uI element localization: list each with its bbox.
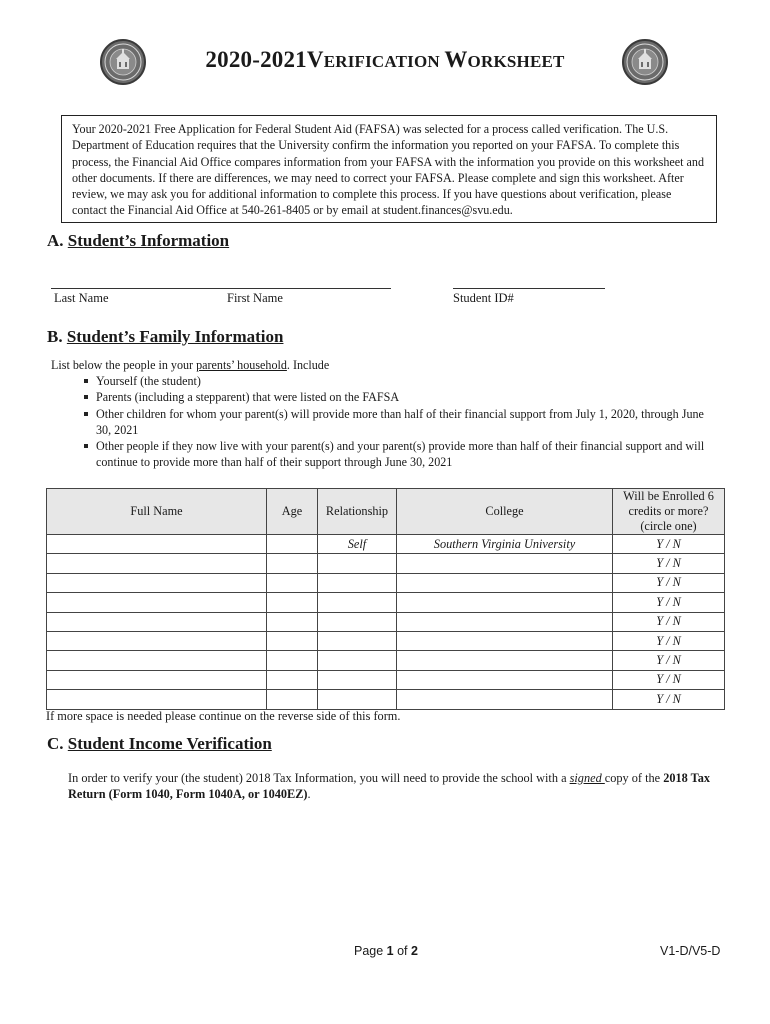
section-a-heading — [47, 231, 229, 251]
full-name-cell[interactable] — [47, 631, 267, 650]
relationship-cell[interactable] — [318, 612, 397, 631]
section-b-title: Student’s Family Information — [66, 327, 284, 346]
intro-box: Your 2020-2021 Free Application for Federal Student Aid (FAFSA) was selected for a process called verification. The U.S. Department of Education requires that the University confirm the information you reported on your FAFSA. To complete this process, the Financial Aid Office compares information from your FAFSA with the information you provide on this worksheet and other documents. If there are differences, we may need to correct your FAFSA. Please complete and sign this worksheet. After review, we may ask you for additional information to complete this process. If you have questions about verification, please contact the Financial Aid Office at 540-261-8405 or by email at student.finances@svu.edu. — [61, 115, 717, 223]
enrolled-cell[interactable]: Y / N — [613, 651, 725, 670]
enrolled-cell[interactable]: Y / N — [613, 612, 725, 631]
family-lead-text — [51, 357, 329, 373]
page-num: 1 — [386, 944, 394, 958]
table-row — [47, 612, 725, 631]
page-total: 2 — [411, 944, 418, 958]
col-relationship: Relationship — [318, 489, 397, 535]
page-title — [0, 47, 770, 73]
income-text-prefix: In order to verify your (the student) 2018 Tax Information, you will need to provide the school with a — [68, 771, 570, 785]
college-cell[interactable] — [397, 670, 613, 689]
age-cell[interactable] — [267, 573, 318, 592]
col-enrolled: Will be Enrolled 6 credits or more? (circle one) — [613, 489, 725, 535]
full-name-cell[interactable] — [47, 690, 267, 709]
enrolled-cell[interactable]: Y / N — [613, 670, 725, 689]
enrolled-cell[interactable]: Y / N — [613, 690, 725, 709]
table-row — [47, 573, 725, 592]
college-cell[interactable] — [397, 651, 613, 670]
page-of: of — [393, 944, 411, 958]
form-code: V1-D/V5-D — [660, 944, 721, 958]
relationship-cell[interactable]: Self — [318, 535, 397, 554]
table-row — [47, 651, 725, 670]
student-id-line[interactable] — [453, 288, 605, 289]
more-space-note: If more space is needed please continue on the reverse side of this form. — [46, 709, 401, 723]
relationship-cell[interactable] — [318, 573, 397, 592]
relationship-cell[interactable] — [318, 593, 397, 612]
table-header-row — [47, 489, 725, 535]
bullet-item: Yourself (the student) — [80, 373, 720, 389]
full-name-cell[interactable] — [47, 651, 267, 670]
income-verification-text — [68, 770, 718, 803]
income-text-middle: copy of the — [604, 771, 664, 785]
income-text-bold: 2018 Tax Return (Form 1040, Form 1040A, or 1040EZ) — [68, 771, 711, 802]
name-signature-line[interactable] — [51, 288, 391, 289]
age-cell[interactable] — [267, 670, 318, 689]
relationship-cell[interactable] — [318, 631, 397, 650]
age-cell[interactable] — [267, 690, 318, 709]
title-v-rest: ERIFICATION — [323, 52, 445, 71]
col-college: College — [397, 489, 613, 535]
table-row — [47, 535, 725, 554]
income-text-signed: signed — [569, 771, 605, 785]
enrolled-cell[interactable]: Y / N — [613, 535, 725, 554]
lead-suffix: . Include — [286, 358, 330, 372]
age-cell[interactable] — [267, 593, 318, 612]
full-name-cell[interactable] — [47, 612, 267, 631]
full-name-cell[interactable] — [47, 573, 267, 592]
income-text-end: . — [307, 787, 311, 802]
student-id-label: Student ID# — [453, 291, 514, 305]
relationship-cell[interactable] — [318, 651, 397, 670]
title-v: V — [306, 47, 324, 72]
family-bullet-list — [80, 373, 720, 471]
full-name-cell[interactable] — [47, 535, 267, 554]
college-cell[interactable] — [397, 612, 613, 631]
table-row — [47, 690, 725, 709]
college-cell[interactable]: Southern Virginia University — [397, 535, 613, 554]
age-cell[interactable] — [267, 612, 318, 631]
full-name-cell[interactable] — [47, 670, 267, 689]
enrolled-cell[interactable]: Y / N — [613, 631, 725, 650]
enrolled-cell[interactable]: Y / N — [613, 573, 725, 592]
lead-underlined: parents’ household — [196, 358, 287, 372]
relationship-cell[interactable] — [318, 690, 397, 709]
table-row — [47, 593, 725, 612]
college-cell[interactable] — [397, 573, 613, 592]
section-c-heading — [47, 734, 272, 754]
college-cell[interactable] — [397, 690, 613, 709]
title-w-rest: ORKSHEET — [467, 52, 565, 71]
age-cell[interactable] — [267, 535, 318, 554]
last-name-label: Last Name — [54, 291, 109, 305]
full-name-cell[interactable] — [47, 593, 267, 612]
section-c-title: Student Income Verification — [67, 734, 272, 753]
family-table — [46, 488, 725, 710]
college-cell[interactable] — [397, 631, 613, 650]
table-row — [47, 631, 725, 650]
title-year: 2020-2021 — [205, 47, 307, 72]
bullet-item: Parents (including a stepparent) that were listed on the FAFSA — [80, 389, 720, 405]
section-c-letter: C. — [47, 734, 64, 753]
age-cell[interactable] — [267, 554, 318, 573]
section-b-letter: B. — [47, 327, 63, 346]
enrolled-cell[interactable]: Y / N — [613, 554, 725, 573]
relationship-cell[interactable] — [318, 554, 397, 573]
section-a-title: Student’s Information — [67, 231, 230, 250]
col-age: Age — [267, 489, 318, 535]
col-full-name: Full Name — [47, 489, 267, 535]
enrolled-cell[interactable]: Y / N — [613, 593, 725, 612]
age-cell[interactable] — [267, 651, 318, 670]
section-a-letter: A. — [47, 231, 64, 250]
full-name-cell[interactable] — [47, 554, 267, 573]
page-number — [354, 944, 418, 958]
age-cell[interactable] — [267, 631, 318, 650]
table-row — [47, 670, 725, 689]
table-row — [47, 554, 725, 573]
page-prefix: Page — [354, 944, 387, 958]
bullet-item: Other children for whom your parent(s) will provide more than half of their financial support from July 1, 2020, through June 30, 2021 — [80, 406, 720, 439]
section-b-heading — [47, 327, 283, 347]
first-name-label: First Name — [227, 291, 283, 305]
bullet-item: Other people if they now live with your parent(s) and your parent(s) provide more than half of their financial support and will continue to provide more than half of their support through June 30, 2021 — [80, 438, 720, 471]
lead-prefix: List below the people in your — [51, 358, 197, 372]
college-cell[interactable] — [397, 593, 613, 612]
title-w: W — [444, 47, 468, 72]
college-cell[interactable] — [397, 554, 613, 573]
relationship-cell[interactable] — [318, 670, 397, 689]
